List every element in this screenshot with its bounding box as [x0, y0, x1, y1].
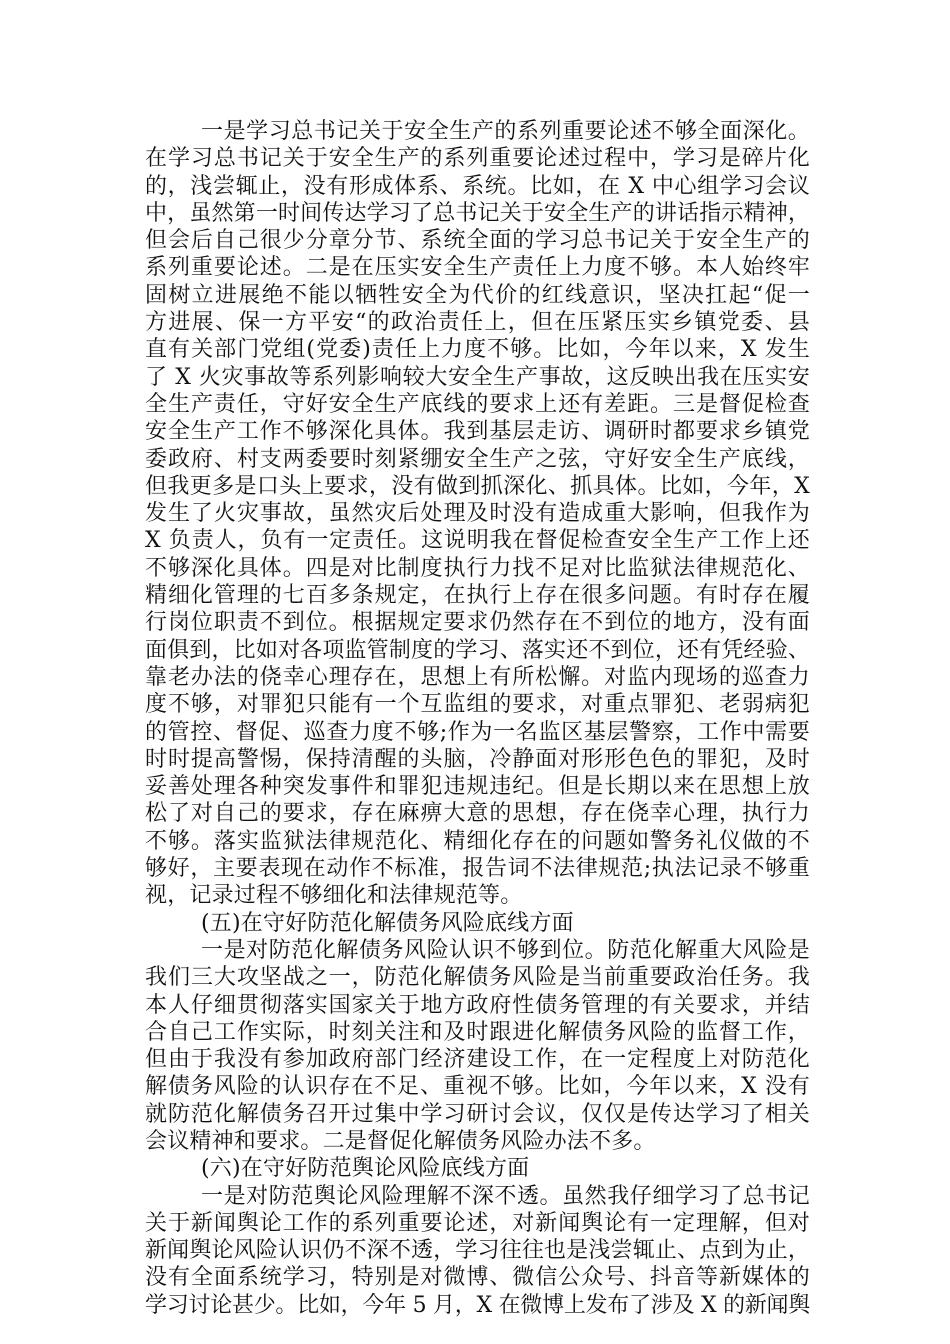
- text-line: 在学习总书记关于安全生产的系列重要论述过程中，学习是碎片化: [145, 146, 810, 172]
- text-line: 够好，主要表现在动作不标准，报告词不法律规范;执法记录不够重: [145, 856, 810, 882]
- text-line: 委政府、村支两委要时刻紧绷安全生产之弦，守好安全生产底线，: [145, 446, 810, 472]
- text-line: 松了对自己的要求，存在麻痹大意的思想，存在侥幸心理，执行力: [145, 801, 810, 827]
- text-line: X 负责人，负有一定责任。这说明我在督促检查安全生产工作上还: [145, 528, 810, 554]
- text-line: 固树立进展绝不能以牺牲安全为代价的红线意识，坚决扛起“促一: [145, 282, 810, 308]
- text-line: 合自己工作实际，时刻关注和及时跟进化解债务风险的监督工作，: [145, 1019, 810, 1045]
- text-line: 中，虽然第一时间传达学习了总书记关于安全生产的讲话指示精神，: [145, 200, 810, 226]
- text-line: 了 X 火灾事故等系列影响较大安全生产事故，这反映出我在压实安: [145, 364, 810, 390]
- text-line: 会议精神和要求。二是督促化解债务风险办法不多。: [145, 1128, 656, 1154]
- text-line: 方进展、保一方平安“的政治责任上，但在压紧压实乡镇党委、县: [145, 310, 810, 336]
- text-line: 解债务风险的认识存在不足、重视不够。比如，今年以来，X 没有: [145, 1074, 810, 1100]
- text-line: 靠老办法的侥幸心理存在，思想上有所松懈。对监内现场的巡查力: [145, 664, 810, 690]
- text-line: 全生产责任，守好安全生产底线的要求上还有差距。三是督促检查: [145, 391, 810, 417]
- text-line: 本人仔细贯彻落实国家关于地方政府性债务管理的有关要求，并结: [145, 992, 810, 1018]
- text-line: 精细化管理的七百多条规定，在执行上存在很多问题。有时存在履: [145, 583, 810, 609]
- text-line: 安全生产工作不够深化具体。我到基层走访、调研时都要求乡镇党: [145, 419, 810, 445]
- text-line: 视，记录过程不够细化和法律规范等。: [145, 883, 523, 909]
- text-line: 的管控、督促、巡查力度不够;作为一名监区基层警察，工作中需要: [145, 719, 810, 745]
- text-line: 一是对防范化解债务风险认识不够到位。防范化解重大风险是: [201, 937, 810, 963]
- text-line: 一是对防范舆论风险理解不深不透。虽然我仔细学习了总书记: [201, 1183, 810, 1209]
- text-line: 不够。落实监狱法律规范化、精细化存在的问题如警务礼仪做的不: [145, 828, 810, 854]
- document-page: [145, 118, 810, 1319]
- text-line: 不够深化具体。四是对比制度执行力找不足对比监狱法律规范化、: [145, 555, 810, 581]
- text-line: 但会后自己很少分章分节、系统全面的学习总书记关于安全生产的: [145, 228, 810, 254]
- text-line: 就防范化解债务召开过集中学习研讨会议，仅仅是传达学习了相关: [145, 1101, 810, 1127]
- text-line: 直有关部门党组(党委)责任上力度不够。比如，今年以来，X 发生: [145, 337, 810, 363]
- text-line: 但由于我没有参加政府部门经济建设工作，在一定程度上对防范化: [145, 1047, 810, 1073]
- text-line: 我们三大攻坚战之一，防范化解债务风险是当前重要政治任务。我: [145, 965, 810, 991]
- text-line: 妥善处理各种突发事件和罪犯违规违纪。但是长期以来在思想上放: [145, 774, 810, 800]
- text-line: 关于新闻舆论工作的系列重要论述，对新闻舆论有一定理解，但对: [145, 1210, 810, 1236]
- text-line: 发生了火灾事故，虽然灾后处理及时没有造成重大影响，但我作为: [145, 501, 810, 527]
- text-line: 没有全面系统学习，特别是对微博、微信公众号、抖音等新媒体的: [145, 1265, 810, 1291]
- text-line: 新闻舆论风险认识仍不深不透，学习往往也是浅尝辄止、点到为止，: [145, 1238, 810, 1264]
- text-line: 系列重要论述。二是在压实安全生产责任上力度不够。本人始终牢: [145, 255, 810, 281]
- text-line: (六)在守好防范舆论风险底线方面: [201, 1156, 530, 1182]
- text-line: 行岗位职责不到位。根据规定要求仍然存在不到位的地方，没有面: [145, 610, 810, 636]
- text-line: 但我更多是口头上要求，没有做到抓深化、抓具体。比如，今年，X: [145, 473, 810, 499]
- text-line: (五)在守好防范化解债务风险底线方面: [201, 910, 574, 936]
- text-line: 时时提高警惕，保持清醒的头脑，冷静面对形形色色的罪犯，及时: [145, 746, 810, 772]
- text-line: 度不够，对罪犯只能有一个互监组的要求，对重点罪犯、老弱病犯: [145, 692, 810, 718]
- text-line: 一是学习总书记关于安全生产的系列重要论述不够全面深化。: [201, 119, 810, 144]
- text-line: 学习讨论甚少。比如，今年 5 月，X 在微博上发布了涉及 X 的新闻舆: [145, 1292, 810, 1318]
- text-line: 的，浅尝辄止，没有形成体系、系统。比如，在 X 中心组学习会议: [145, 173, 810, 199]
- text-line: 面俱到，比如对各项监管制度的学习、落实还不到位，还有凭经验、: [145, 637, 810, 663]
